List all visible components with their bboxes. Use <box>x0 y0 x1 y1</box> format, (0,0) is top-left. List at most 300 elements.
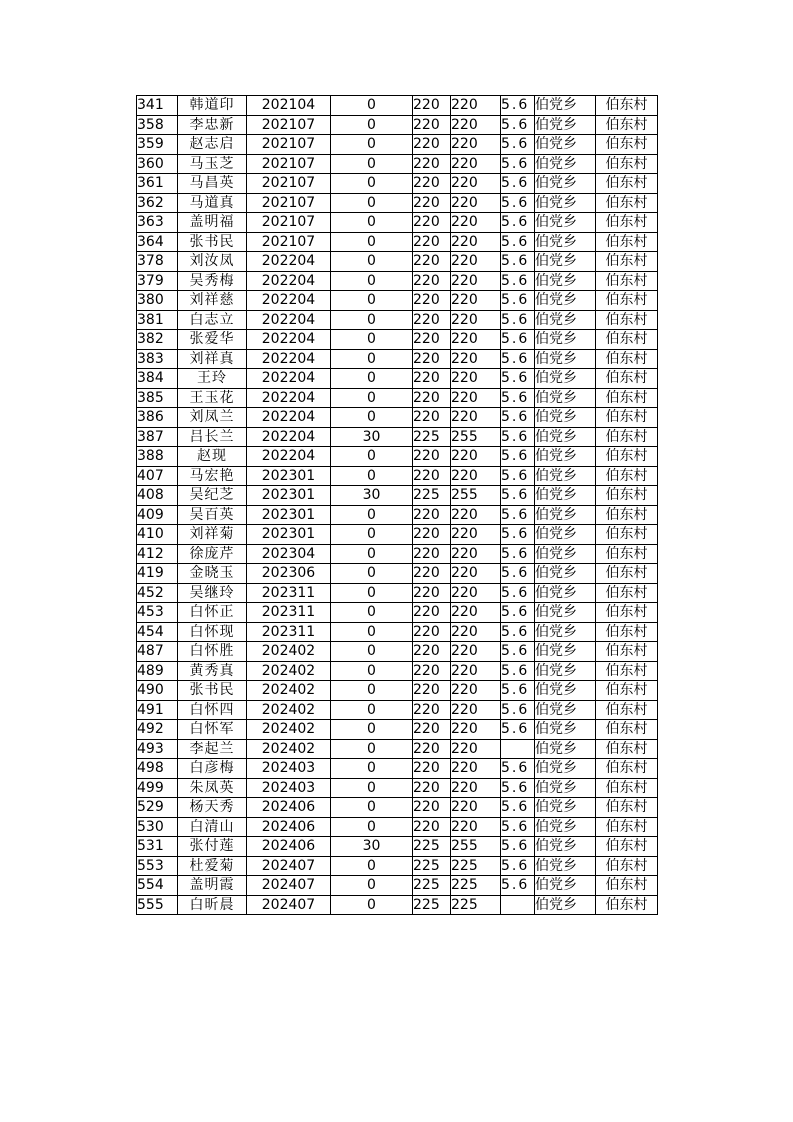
add-amount-cell: 0 <box>331 271 413 291</box>
rate-cell: 5.6 <box>501 603 535 623</box>
rate-cell: 5.6 <box>501 193 535 213</box>
date-cell: 202402 <box>247 681 331 701</box>
town-cell: 伯党乡 <box>535 700 596 720</box>
date-cell: 202204 <box>247 408 331 428</box>
name-cell: 白怀现 <box>178 622 247 642</box>
base-amount-cell: 220 <box>413 252 451 272</box>
base-amount-cell: 220 <box>413 642 451 662</box>
row-id-cell: 491 <box>137 700 178 720</box>
add-amount-cell: 0 <box>331 193 413 213</box>
table-row <box>137 622 658 642</box>
rate-cell: 5.6 <box>501 837 535 857</box>
total-amount-cell: 220 <box>451 466 501 486</box>
date-cell: 202402 <box>247 700 331 720</box>
village-cell: 伯东村 <box>596 96 658 116</box>
town-cell: 伯党乡 <box>535 856 596 876</box>
table-row <box>137 310 658 330</box>
rate-cell: 5.6 <box>501 661 535 681</box>
town-cell: 伯党乡 <box>535 661 596 681</box>
total-amount-cell: 220 <box>451 622 501 642</box>
add-amount-cell: 0 <box>331 505 413 525</box>
name-cell: 王玲 <box>178 369 247 389</box>
rate-cell: 5.6 <box>501 525 535 545</box>
rate-cell: 5.6 <box>501 252 535 272</box>
add-amount-cell: 0 <box>331 349 413 369</box>
rate-cell <box>501 739 535 759</box>
total-amount-cell: 220 <box>451 447 501 467</box>
village-cell: 伯东村 <box>596 876 658 896</box>
village-cell: 伯东村 <box>596 271 658 291</box>
rate-cell: 5.6 <box>501 213 535 233</box>
add-amount-cell: 0 <box>331 661 413 681</box>
row-id-cell: 379 <box>137 271 178 291</box>
date-cell: 202204 <box>247 427 331 447</box>
add-amount-cell: 0 <box>331 798 413 818</box>
name-cell: 张付莲 <box>178 837 247 857</box>
date-cell: 202107 <box>247 154 331 174</box>
village-cell: 伯东村 <box>596 466 658 486</box>
base-amount-cell: 220 <box>413 466 451 486</box>
add-amount-cell: 0 <box>331 213 413 233</box>
table-row <box>137 778 658 798</box>
add-amount-cell: 0 <box>331 96 413 116</box>
rate-cell: 5.6 <box>501 369 535 389</box>
add-amount-cell: 0 <box>331 466 413 486</box>
date-cell: 202107 <box>247 174 331 194</box>
add-amount-cell: 0 <box>331 856 413 876</box>
rate-cell: 5.6 <box>501 544 535 564</box>
total-amount-cell: 220 <box>451 583 501 603</box>
base-amount-cell: 220 <box>413 817 451 837</box>
total-amount-cell: 220 <box>451 408 501 428</box>
total-amount-cell: 220 <box>451 642 501 662</box>
rate-cell: 5.6 <box>501 135 535 155</box>
total-amount-cell: 220 <box>451 271 501 291</box>
add-amount-cell: 0 <box>331 174 413 194</box>
table-row <box>137 154 658 174</box>
date-cell: 202107 <box>247 232 331 252</box>
town-cell: 伯党乡 <box>535 642 596 662</box>
town-cell: 伯党乡 <box>535 739 596 759</box>
name-cell: 杜爱菊 <box>178 856 247 876</box>
table-row <box>137 115 658 135</box>
total-amount-cell: 220 <box>451 525 501 545</box>
base-amount-cell: 220 <box>413 505 451 525</box>
name-cell: 赵现 <box>178 447 247 467</box>
name-cell: 张书民 <box>178 232 247 252</box>
name-cell: 白怀正 <box>178 603 247 623</box>
add-amount-cell: 30 <box>331 486 413 506</box>
row-id-cell: 380 <box>137 291 178 311</box>
rate-cell: 5.6 <box>501 154 535 174</box>
name-cell: 盖明福 <box>178 213 247 233</box>
base-amount-cell: 220 <box>413 720 451 740</box>
add-amount-cell: 0 <box>331 154 413 174</box>
table-row <box>137 544 658 564</box>
base-amount-cell: 225 <box>413 486 451 506</box>
rate-cell: 5.6 <box>501 96 535 116</box>
rate-cell: 5.6 <box>501 622 535 642</box>
base-amount-cell: 225 <box>413 876 451 896</box>
rate-cell <box>501 895 535 915</box>
base-amount-cell: 220 <box>413 739 451 759</box>
row-id-cell: 359 <box>137 135 178 155</box>
village-cell: 伯东村 <box>596 856 658 876</box>
village-cell: 伯东村 <box>596 778 658 798</box>
row-id-cell: 529 <box>137 798 178 818</box>
village-cell: 伯东村 <box>596 388 658 408</box>
total-amount-cell: 220 <box>451 369 501 389</box>
add-amount-cell: 0 <box>331 817 413 837</box>
village-cell: 伯东村 <box>596 427 658 447</box>
rate-cell: 5.6 <box>501 174 535 194</box>
row-id-cell: 419 <box>137 564 178 584</box>
add-amount-cell: 0 <box>331 700 413 720</box>
add-amount-cell: 0 <box>331 252 413 272</box>
village-cell: 伯东村 <box>596 193 658 213</box>
add-amount-cell: 0 <box>331 759 413 779</box>
town-cell: 伯党乡 <box>535 310 596 330</box>
village-cell: 伯东村 <box>596 349 658 369</box>
name-cell: 盖明霞 <box>178 876 247 896</box>
rate-cell: 5.6 <box>501 291 535 311</box>
rate-cell: 5.6 <box>501 115 535 135</box>
row-id-cell: 381 <box>137 310 178 330</box>
base-amount-cell: 220 <box>413 564 451 584</box>
base-amount-cell: 225 <box>413 427 451 447</box>
table-row <box>137 369 658 389</box>
table-row <box>137 583 658 603</box>
rate-cell: 5.6 <box>501 447 535 467</box>
total-amount-cell: 220 <box>451 330 501 350</box>
rate-cell: 5.6 <box>501 349 535 369</box>
total-amount-cell: 220 <box>451 135 501 155</box>
row-id-cell: 452 <box>137 583 178 603</box>
name-cell: 李起兰 <box>178 739 247 759</box>
town-cell: 伯党乡 <box>535 369 596 389</box>
row-id-cell: 387 <box>137 427 178 447</box>
town-cell: 伯党乡 <box>535 213 596 233</box>
table-row <box>137 447 658 467</box>
total-amount-cell: 220 <box>451 291 501 311</box>
add-amount-cell: 0 <box>331 369 413 389</box>
town-cell: 伯党乡 <box>535 603 596 623</box>
town-cell: 伯党乡 <box>535 193 596 213</box>
date-cell: 202407 <box>247 895 331 915</box>
row-id-cell: 555 <box>137 895 178 915</box>
row-id-cell: 378 <box>137 252 178 272</box>
town-cell: 伯党乡 <box>535 876 596 896</box>
date-cell: 202104 <box>247 96 331 116</box>
village-cell: 伯东村 <box>596 564 658 584</box>
base-amount-cell: 225 <box>413 895 451 915</box>
date-cell: 202311 <box>247 583 331 603</box>
total-amount-cell: 220 <box>451 739 501 759</box>
name-cell: 吴继玲 <box>178 583 247 603</box>
town-cell: 伯党乡 <box>535 447 596 467</box>
total-amount-cell: 220 <box>451 388 501 408</box>
name-cell: 吴纪芝 <box>178 486 247 506</box>
town-cell: 伯党乡 <box>535 583 596 603</box>
total-amount-cell: 220 <box>451 564 501 584</box>
village-cell: 伯东村 <box>596 544 658 564</box>
total-amount-cell: 220 <box>451 154 501 174</box>
total-amount-cell: 225 <box>451 876 501 896</box>
date-cell: 202204 <box>247 330 331 350</box>
table-row <box>137 700 658 720</box>
add-amount-cell: 0 <box>331 876 413 896</box>
add-amount-cell: 0 <box>331 544 413 564</box>
table-row <box>137 135 658 155</box>
add-amount-cell: 0 <box>331 720 413 740</box>
name-cell: 杨天秀 <box>178 798 247 818</box>
table-row <box>137 817 658 837</box>
row-id-cell: 384 <box>137 369 178 389</box>
name-cell: 白怀军 <box>178 720 247 740</box>
name-cell: 马昌英 <box>178 174 247 194</box>
village-cell: 伯东村 <box>596 213 658 233</box>
rate-cell: 5.6 <box>501 408 535 428</box>
town-cell: 伯党乡 <box>535 778 596 798</box>
rate-cell: 5.6 <box>501 505 535 525</box>
row-id-cell: 386 <box>137 408 178 428</box>
total-amount-cell: 220 <box>451 232 501 252</box>
village-cell: 伯东村 <box>596 622 658 642</box>
base-amount-cell: 220 <box>413 447 451 467</box>
name-cell: 刘凤兰 <box>178 408 247 428</box>
village-cell: 伯东村 <box>596 700 658 720</box>
base-amount-cell: 220 <box>413 232 451 252</box>
village-cell: 伯东村 <box>596 525 658 545</box>
row-id-cell: 487 <box>137 642 178 662</box>
row-id-cell: 490 <box>137 681 178 701</box>
date-cell: 202402 <box>247 720 331 740</box>
total-amount-cell: 220 <box>451 720 501 740</box>
add-amount-cell: 0 <box>331 291 413 311</box>
rate-cell: 5.6 <box>501 388 535 408</box>
table-row <box>137 759 658 779</box>
village-cell: 伯东村 <box>596 739 658 759</box>
village-cell: 伯东村 <box>596 369 658 389</box>
rate-cell: 5.6 <box>501 583 535 603</box>
add-amount-cell: 0 <box>331 681 413 701</box>
base-amount-cell: 220 <box>413 310 451 330</box>
date-cell: 202402 <box>247 642 331 662</box>
name-cell: 金晓玉 <box>178 564 247 584</box>
name-cell: 吴百英 <box>178 505 247 525</box>
table-row <box>137 427 658 447</box>
date-cell: 202107 <box>247 213 331 233</box>
table-row <box>137 876 658 896</box>
table-row <box>137 408 658 428</box>
add-amount-cell: 0 <box>331 583 413 603</box>
village-cell: 伯东村 <box>596 486 658 506</box>
village-cell: 伯东村 <box>596 115 658 135</box>
date-cell: 202107 <box>247 193 331 213</box>
total-amount-cell: 220 <box>451 252 501 272</box>
village-cell: 伯东村 <box>596 291 658 311</box>
base-amount-cell: 220 <box>413 193 451 213</box>
date-cell: 202311 <box>247 603 331 623</box>
base-amount-cell: 220 <box>413 759 451 779</box>
town-cell: 伯党乡 <box>535 798 596 818</box>
base-amount-cell: 220 <box>413 661 451 681</box>
village-cell: 伯东村 <box>596 642 658 662</box>
row-id-cell: 341 <box>137 96 178 116</box>
roster-table <box>136 95 658 915</box>
base-amount-cell: 220 <box>413 154 451 174</box>
row-id-cell: 493 <box>137 739 178 759</box>
add-amount-cell: 0 <box>331 232 413 252</box>
row-id-cell: 553 <box>137 856 178 876</box>
table-row <box>137 603 658 623</box>
date-cell: 202304 <box>247 544 331 564</box>
village-cell: 伯东村 <box>596 310 658 330</box>
rate-cell: 5.6 <box>501 330 535 350</box>
rate-cell: 5.6 <box>501 778 535 798</box>
total-amount-cell: 220 <box>451 778 501 798</box>
name-cell: 韩道印 <box>178 96 247 116</box>
row-id-cell: 407 <box>137 466 178 486</box>
row-id-cell: 409 <box>137 505 178 525</box>
rate-cell: 5.6 <box>501 427 535 447</box>
village-cell: 伯东村 <box>596 252 658 272</box>
date-cell: 202406 <box>247 798 331 818</box>
table-row <box>137 232 658 252</box>
base-amount-cell: 220 <box>413 369 451 389</box>
table-row <box>137 661 658 681</box>
table-row <box>137 837 658 857</box>
base-amount-cell: 220 <box>413 622 451 642</box>
row-id-cell: 531 <box>137 837 178 857</box>
town-cell: 伯党乡 <box>535 232 596 252</box>
total-amount-cell: 220 <box>451 349 501 369</box>
base-amount-cell: 220 <box>413 388 451 408</box>
name-cell: 白怀胜 <box>178 642 247 662</box>
table-row <box>137 349 658 369</box>
table-row <box>137 271 658 291</box>
name-cell: 徐庞芹 <box>178 544 247 564</box>
add-amount-cell: 0 <box>331 642 413 662</box>
rate-cell: 5.6 <box>501 564 535 584</box>
date-cell: 202204 <box>247 271 331 291</box>
date-cell: 202403 <box>247 759 331 779</box>
name-cell: 刘祥菊 <box>178 525 247 545</box>
town-cell: 伯党乡 <box>535 115 596 135</box>
total-amount-cell: 220 <box>451 798 501 818</box>
name-cell: 刘祥慈 <box>178 291 247 311</box>
town-cell: 伯党乡 <box>535 252 596 272</box>
date-cell: 202311 <box>247 622 331 642</box>
row-id-cell: 410 <box>137 525 178 545</box>
village-cell: 伯东村 <box>596 661 658 681</box>
rate-cell: 5.6 <box>501 310 535 330</box>
rate-cell: 5.6 <box>501 681 535 701</box>
village-cell: 伯东村 <box>596 408 658 428</box>
name-cell: 马道真 <box>178 193 247 213</box>
row-id-cell: 364 <box>137 232 178 252</box>
table-row <box>137 856 658 876</box>
date-cell: 202403 <box>247 778 331 798</box>
row-id-cell: 360 <box>137 154 178 174</box>
total-amount-cell: 220 <box>451 817 501 837</box>
base-amount-cell: 220 <box>413 349 451 369</box>
name-cell: 白志立 <box>178 310 247 330</box>
date-cell: 202107 <box>247 135 331 155</box>
add-amount-cell: 0 <box>331 115 413 135</box>
table-row <box>137 525 658 545</box>
date-cell: 202204 <box>247 252 331 272</box>
village-cell: 伯东村 <box>596 759 658 779</box>
total-amount-cell: 220 <box>451 174 501 194</box>
roster-body <box>137 96 658 915</box>
add-amount-cell: 0 <box>331 447 413 467</box>
total-amount-cell: 220 <box>451 115 501 135</box>
row-id-cell: 383 <box>137 349 178 369</box>
row-id-cell: 358 <box>137 115 178 135</box>
town-cell: 伯党乡 <box>535 564 596 584</box>
town-cell: 伯党乡 <box>535 271 596 291</box>
row-id-cell: 408 <box>137 486 178 506</box>
row-id-cell: 453 <box>137 603 178 623</box>
total-amount-cell: 220 <box>451 505 501 525</box>
name-cell: 黄秀真 <box>178 661 247 681</box>
total-amount-cell: 220 <box>451 213 501 233</box>
total-amount-cell: 255 <box>451 837 501 857</box>
village-cell: 伯东村 <box>596 135 658 155</box>
base-amount-cell: 220 <box>413 544 451 564</box>
base-amount-cell: 220 <box>413 525 451 545</box>
name-cell: 刘祥真 <box>178 349 247 369</box>
total-amount-cell: 220 <box>451 193 501 213</box>
add-amount-cell: 0 <box>331 895 413 915</box>
base-amount-cell: 225 <box>413 837 451 857</box>
name-cell: 马宏艳 <box>178 466 247 486</box>
add-amount-cell: 0 <box>331 408 413 428</box>
town-cell: 伯党乡 <box>535 837 596 857</box>
table-row <box>137 174 658 194</box>
name-cell: 吴秀梅 <box>178 271 247 291</box>
village-cell: 伯东村 <box>596 154 658 174</box>
table-row <box>137 681 658 701</box>
name-cell: 李忠新 <box>178 115 247 135</box>
table-row <box>137 388 658 408</box>
village-cell: 伯东村 <box>596 837 658 857</box>
rate-cell: 5.6 <box>501 817 535 837</box>
base-amount-cell: 220 <box>413 798 451 818</box>
base-amount-cell: 220 <box>413 583 451 603</box>
village-cell: 伯东村 <box>596 232 658 252</box>
date-cell: 202301 <box>247 466 331 486</box>
date-cell: 202406 <box>247 817 331 837</box>
table-row <box>137 291 658 311</box>
add-amount-cell: 0 <box>331 778 413 798</box>
row-id-cell: 388 <box>137 447 178 467</box>
base-amount-cell: 220 <box>413 291 451 311</box>
name-cell: 吕长兰 <box>178 427 247 447</box>
add-amount-cell: 0 <box>331 622 413 642</box>
village-cell: 伯东村 <box>596 505 658 525</box>
date-cell: 202301 <box>247 486 331 506</box>
base-amount-cell: 220 <box>413 115 451 135</box>
date-cell: 202402 <box>247 739 331 759</box>
village-cell: 伯东村 <box>596 895 658 915</box>
rate-cell: 5.6 <box>501 856 535 876</box>
base-amount-cell: 220 <box>413 271 451 291</box>
village-cell: 伯东村 <box>596 720 658 740</box>
add-amount-cell: 0 <box>331 135 413 155</box>
name-cell: 赵志启 <box>178 135 247 155</box>
